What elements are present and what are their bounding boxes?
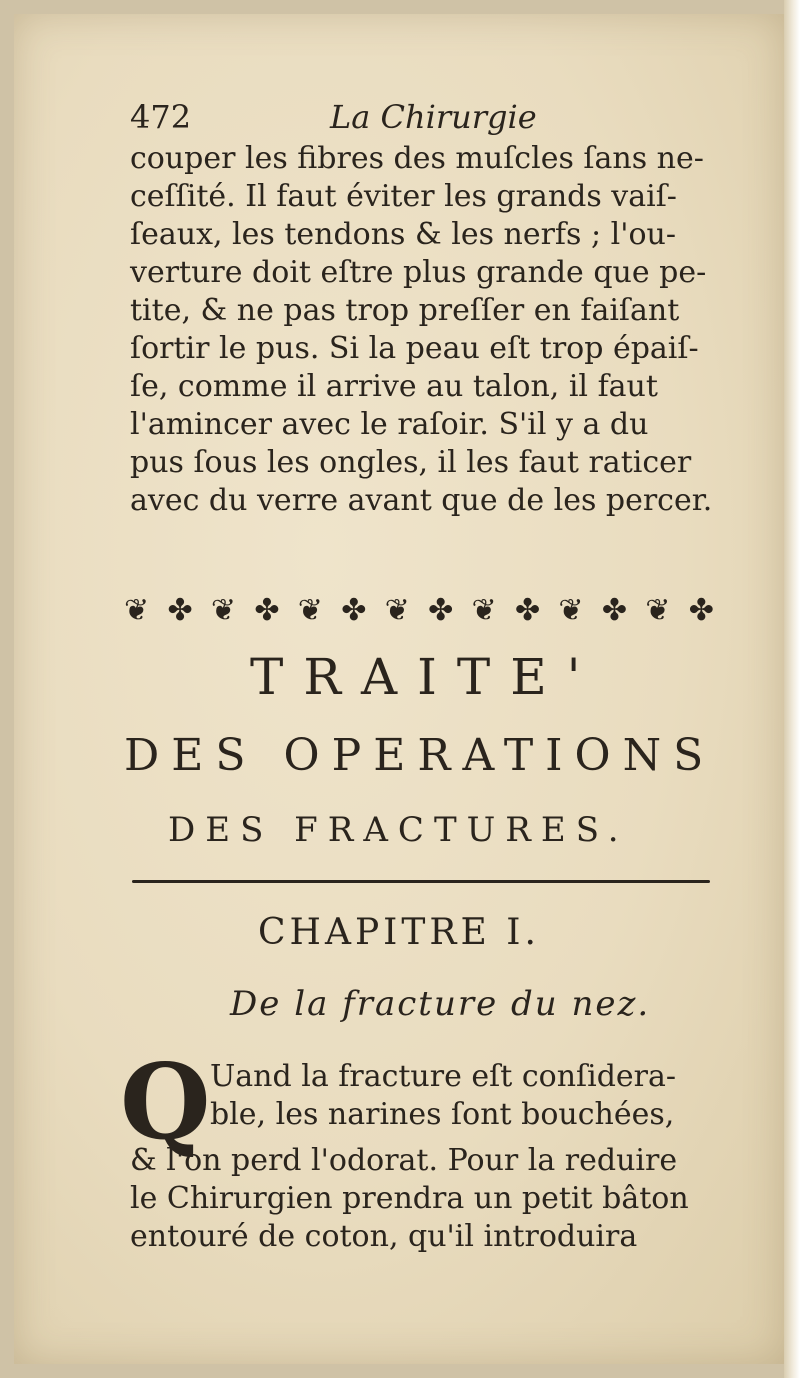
page-number: 472: [130, 98, 192, 136]
text-line: tite, & ne pas trop preſſer en faiſant: [130, 293, 680, 328]
text-line: ſortir le pus. Si la peau eſt trop épaiſ-: [130, 331, 699, 366]
fleuron-icon: ✤: [514, 592, 541, 628]
page-header: [130, 98, 720, 138]
treatise-title-line-1: TRAITE': [250, 648, 601, 706]
treatise-title-line-2: DES OPERATIONS: [124, 730, 716, 781]
fleuron-icon: ❦: [297, 592, 323, 628]
scan-edge: [784, 0, 800, 1378]
paragraph-2: [130, 1142, 710, 1256]
text-line: ceſſité. Il faut éviter les grands vaiſ-: [130, 179, 677, 214]
fleuron-icon: ❦: [645, 592, 671, 628]
text-line: couper les fibres des muſcles ſans ne-: [130, 141, 704, 176]
running-title: La Chirurgie: [330, 98, 537, 136]
text-line: pus ſous les ongles, il les faut raticer: [130, 445, 692, 480]
text-line: ble, les narines ſont bouchées,: [210, 1097, 675, 1132]
fleuron-icon: ✤: [688, 592, 714, 628]
chapter-subtitle: De la fracture du nez.: [230, 984, 651, 1024]
drop-cap: Q: [120, 1040, 211, 1163]
fleuron-icon: ❦: [210, 592, 237, 628]
text-line: verture doit eſtre plus grande que pe-: [130, 255, 707, 290]
fleuron-icon: ❦: [124, 592, 150, 628]
fleuron-icon: ❦: [558, 592, 584, 628]
fleuron-icon: ❦: [384, 592, 410, 628]
text-line: entouré de coton, qu'il introduira: [130, 1219, 638, 1254]
text-line: l'amincer avec le raſoir. S'il y a du: [130, 407, 649, 442]
fleuron-icon: ✤: [254, 592, 280, 628]
fleuron-icon: ✤: [167, 592, 193, 628]
text-line: Uand la fracture eſt conſidera-: [210, 1059, 677, 1094]
treatise-title-line-3: DES FRACTURES.: [168, 810, 629, 850]
text-line: & l'on perd l'odorat. Pour la reduire: [130, 1143, 678, 1178]
text-line: avec du verre avant que de les percer.: [130, 483, 713, 518]
paragraph-1: [130, 140, 713, 520]
horizontal-rule: [132, 880, 710, 883]
ornamental-border: [124, 590, 714, 630]
fleuron-icon: ✤: [601, 592, 627, 628]
text-line: le Chirurgien prendra un petit bâton: [130, 1181, 689, 1216]
text-line: ſe, comme il arrive au talon, il faut: [130, 369, 658, 404]
fleuron-icon: ❦: [471, 592, 497, 628]
paragraph-2-indented: [210, 1058, 710, 1134]
fleuron-icon: ✤: [428, 592, 454, 628]
text-line: ſeaux, les tendons & les nerfs ; l'ou-: [130, 217, 676, 252]
fleuron-icon: ✤: [341, 592, 367, 628]
chapter-heading: CHAPITRE I.: [258, 912, 540, 953]
